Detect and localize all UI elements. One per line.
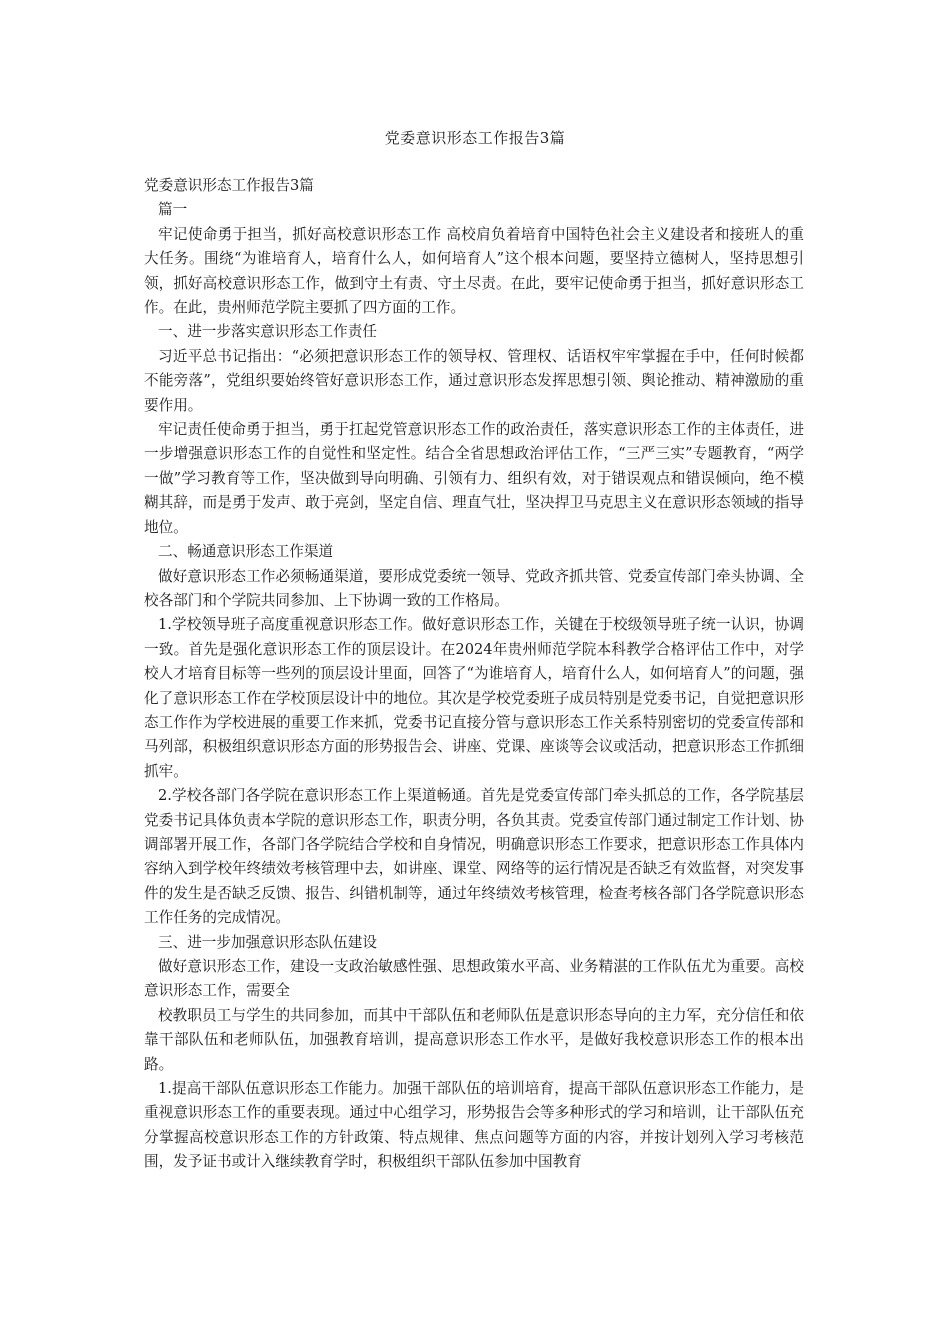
paragraph-7: 做好意识形态工作必须畅通渠道，要形成党委统一领导、党政齐抓共管、党委宣传部门牵头协调、全校各部门和个学院共同参加、上下协调一致的工作格局。 — [144, 567, 804, 609]
paragraph-0: 党委意识形态工作报告3篇 — [144, 177, 314, 194]
paragraph-9: 2.学校各部门各学院在意识形态工作上渠道畅通。首先是党委宣传部门牵头抓总的工作，各学院基层党委书记具体负责本学院的意识形态工作，职责分明，各负其责。党委宣传部门通过制定工作计划、协调部署开展工作，各部门各学院结合学校和自身情况，明确意识形态工作要求，把意识形态工作具体内容纳入到学校年终绩效考核管理中去，如讲座、课堂、网络等的运行情况是否缺乏有效监督，对突发事件的发生是否缺乏反馈、报告、纠错机制等，通过年终绩效考核管理，检查考核各部门各学院意识形态工作任务的完成情况。 — [144, 787, 804, 927]
paragraph-5: 牢记责任使命勇于担当，勇于扛起党管意识形态工作的政治责任，落实意识形态工作的主体责任，进一步增强意识形态工作的自觉性和坚定性。结合全省思想政治评估工作，“三严三实”专题教育，“两学一做”学习教育等工作，坚决做到导向明确、引领有力、组织有效，对于错误观点和错误倾向，绝不模糊其辞，而是勇于发声、敢于亮剑，坚定自信、理直气壮，坚决捍卫马克思主义在意识形态领域的指导地位。 — [144, 421, 804, 536]
paragraph-1: 篇一 — [158, 201, 188, 219]
section-heading-2: 二、畅通意识形态工作渠道 — [158, 543, 334, 561]
section-heading-1: 一、进一步落实意识形态工作责任 — [158, 323, 377, 341]
paragraph-4: 习近平总书记指出：“必须把意识形态工作的领导权、管理权、话语权牢牢掌握在手中，任何时候都不能旁落”，党组织要始终管好意识形态工作，通过意识形态发挥思想引领、舆论推动、精神激励的重要作用。 — [144, 347, 804, 414]
section-heading-3: 三、进一步加强意识形态队伍建设 — [158, 933, 377, 951]
document-body — [144, 174, 804, 1175]
paragraph-8: 1.学校领导班子高度重视意识形态工作。做好意识形态工作，关键在于校级领导班子统一认识，协调一致。首先是强化意识形态工作的顶层设计。在2024年贵州师范学院本科教学合格评估工作中，对学校人才培育目标等一些列的顶层设计里面，回答了“为谁培育人，培育什么人，如何培育人”的问题，强化了意识形态工作在学校顶层设计中的地位。其次是学校党委班子成员特别是党委书记，自觉把意识形态工作作为学校进展的重要工作来抓，党委书记直接分管与意识形态工作关系特别密切的党委宣传部和马列部，积极组织意识形态方面的形势报告会、讲座、党课、座谈等会议或活动，把意识形态工作抓细抓牢。 — [144, 616, 804, 780]
paragraph-13: 1.提高干部队伍意识形态工作能力。加强干部队伍的培训培育，提高干部队伍意识形态工作能力，是重视意识形态工作的重要表现。通过中心组学习，形势报告会等多种形式的学习和培训，让干部队伍充分掌握高校意识形态工作的方针政策、特点规律、焦点问题等方面的内容，并按计划列入学习考核范围，发予证书或计入继续教育学时，积极组织干部队伍参加中国教育 — [144, 1080, 804, 1171]
paragraph-2: 牢记使命勇于担当，抓好高校意识形态工作 高校肩负着培育中国特色社会主义建设者和接班人的重大任务。围绕“为谁培育人，培育什么人，如何培育人”这个根本问题，要坚持立德树人，坚持思想引领，抓好高校意识形态工作，做到守土有责、守土尽责。在此，要牢记使命勇于担当，抓好意识形态工作。在此，贵州师范学院主要抓了四方面的工作。 — [144, 225, 804, 317]
paragraph-11: 做好意识形态工作，建设一支政治敏感性强、思想政策水平高、业务精湛的工作队伍尤为重要。高校意识形态工作，需要全 — [144, 958, 804, 1000]
page-title: 党委意识形态工作报告3篇 — [384, 129, 566, 147]
paragraph-12: 校教职员工与学生的共同参加，而其中干部队伍和老师队伍是意识形态导向的主力军，充分信任和依靠干部队伍和老师队伍，加强教育培训，提高意识形态工作水平，是做好我校意识形态工作的根本出路。 — [144, 1006, 804, 1073]
